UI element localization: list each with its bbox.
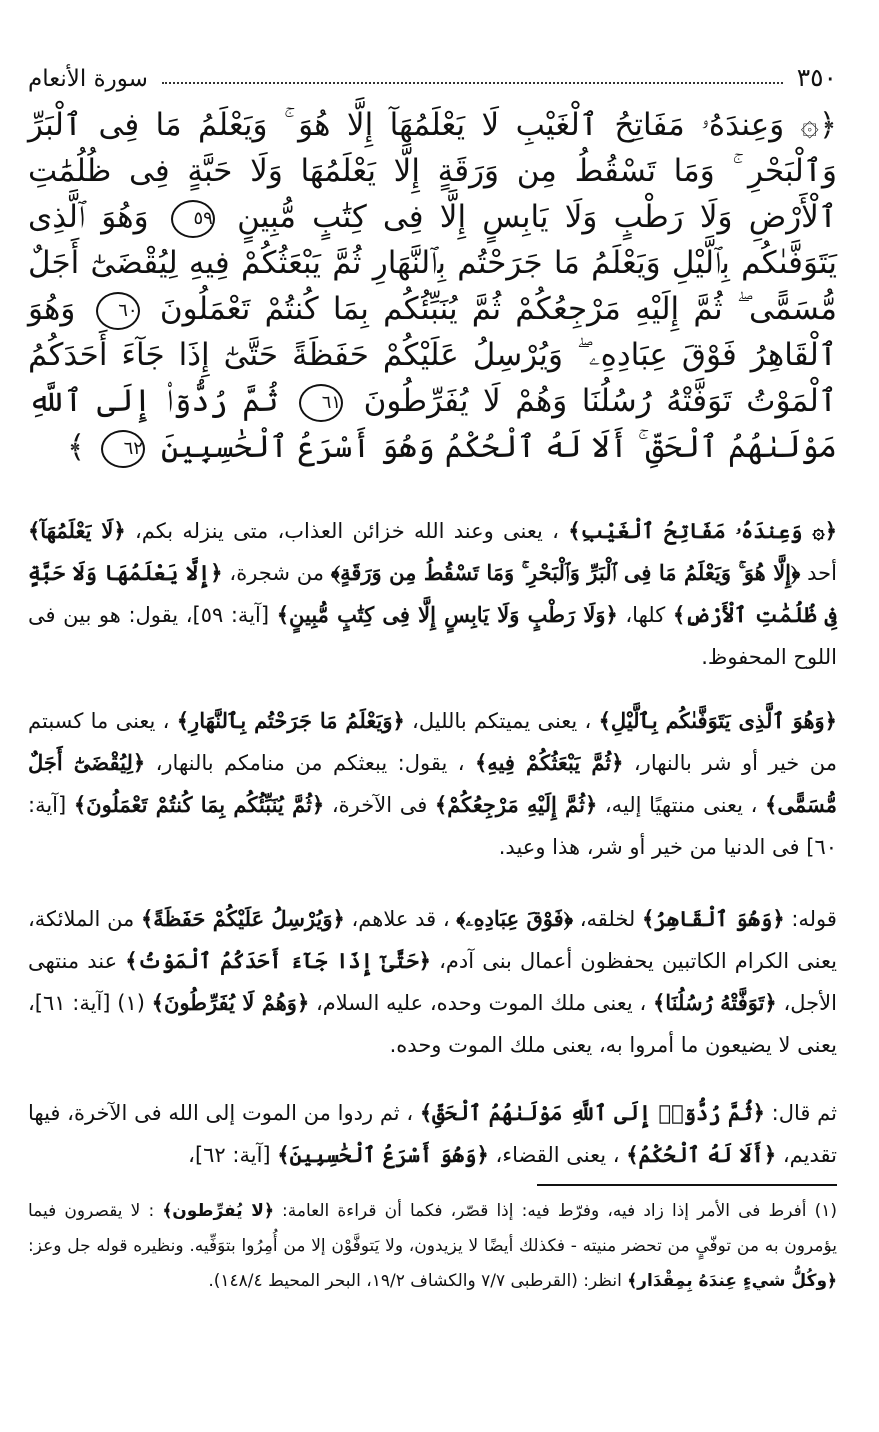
quran-quote: ﴿وَيُرْسِلُ عَلَيْكُمْ حَفَظَةً﴾ bbox=[141, 906, 345, 931]
tafsir-paragraph bbox=[28, 898, 837, 1066]
commentary-text: لخلقه، bbox=[579, 907, 636, 931]
commentary-text: قوله: bbox=[791, 907, 837, 931]
commentary-text: عند منتهى الأجل، bbox=[28, 949, 837, 1015]
quran-segment: ثُمَّ رُدُّوٓا۟ إِلَى ٱللَّهِ مَوْلَىٰهُمُ ٱلْحَقِّ ۚ أَلَا لَهُ ٱلْحُكْمُ وَهُوَ أَسْرَعُ ٱلْحَٰسِبِينَ bbox=[28, 383, 837, 465]
commentary-text: ، قد علاهم، bbox=[351, 907, 450, 931]
commentary-text: ثم قال: bbox=[771, 1101, 837, 1125]
book-page bbox=[0, 46, 879, 1432]
page-header bbox=[28, 46, 837, 92]
ayah-number-59: ٥٩ bbox=[171, 200, 215, 238]
footnote-text: (١) أفرط فى الأمر إذا زاد فيه، وفرّط فيه: إذا قصّر، فكما أن قراءة العامة: bbox=[282, 1201, 838, 1221]
tafsir-paragraph bbox=[28, 1092, 837, 1176]
quran-quote: ﴿ثُمَّ إِلَيْهِ مَرْجِعُكُمْ﴾ bbox=[434, 792, 598, 817]
quran-quote: ﴿تَوَفَّتْهُ رُسُلُنَا﴾ bbox=[652, 990, 777, 1015]
commentary-text: ، يعنى القضاء، bbox=[495, 1143, 620, 1167]
quran-quote: ﴿ثُمَّ رُدُّوٓا۟ إِلَى ٱللَّهِ مَوْلَىٰهُمُ ٱلْحَقِّ﴾ bbox=[419, 1100, 765, 1125]
quran-close-bracket: ﴾ bbox=[66, 429, 86, 465]
quran-quote: ﴿حَتَّىٰٓ إِذَا جَآءَ أَحَدَكُمُ ٱلْمَوْتُ﴾ bbox=[125, 948, 431, 973]
commentary-text: ، يقول: يبعثكم من منامكم بالنهار، bbox=[155, 751, 465, 775]
footnote-text: : لا يقصرون فيما يؤمرون به من توفّيٍ من تحضر منيته - فكذلك أيضًا لا يزيدون، ولا يَتوفَّوْن إلا من أُمِرُوا بتوَفِّيه. ونظيره قوله جل وعز: bbox=[28, 1201, 837, 1256]
quran-verses-block bbox=[28, 102, 837, 470]
quran-quote: ﴿إِلَّا يَعْلَمُهَا وَلَا حَبَّةٍ فِى ظُلُمَٰتِ ٱلْأَرْضِ﴾ bbox=[28, 560, 837, 627]
commentary-text: ، يعنى ما كسبتم من خير أو شر بالنهار، bbox=[28, 709, 837, 775]
quran-quote: ﴿ثُمَّ يُنَبِّئُكُم بِمَا كُنتُمْ تَعْمَلُونَ﴾ bbox=[73, 792, 325, 817]
quran-quote: ﴿وَهُوَ ٱلَّذِى يَتَوَفَّىٰكُم بِٱلَّيْلِ﴾ bbox=[598, 708, 837, 733]
footnote-quote: ﴿لا يُفرِّطون﴾ bbox=[162, 1201, 274, 1221]
commentary-text: ، يعنى وعند الله خزائن العذاب، متى ينزله بكم، bbox=[134, 519, 559, 543]
quran-quote: ﴿وَهُمْ لَا يُفَرِّطُونَ﴾ bbox=[151, 990, 310, 1015]
commentary-text: من شجرة، bbox=[229, 561, 324, 585]
quran-quote: ﴿وَهُوَ أَسْرَعُ ٱلْحَٰسِبِينَ﴾ bbox=[277, 1142, 489, 1167]
footnote-divider bbox=[537, 1184, 837, 1186]
commentary-text: [آية: ٦٢]، bbox=[188, 1143, 271, 1167]
commentary-text: كلها، bbox=[625, 603, 666, 627]
quran-quote: ﴿وَيَعْلَمُ مَا جَرَحْتُم بِٱلنَّهَارِ﴾ bbox=[176, 708, 405, 733]
quran-segment: ﴿۞ وَعِندَهُۥ مَفَاتِحُ ٱلْغَيْبِ لَا يَعْلَمُهَآ إِلَّا هُوَ ۚ وَيَعْلَمُ مَا فِى ٱلْبَرِّ وَٱلْبَحْرِ ۚ وَمَا تَسْقُطُ مِن وَرَقَةٍ إِلَّا يَعْلَمُهَا وَلَا حَبَّةٍ فِى ظُلُمَٰتِ ٱلْأَرْضِ وَلَا رَطْبٍ وَلَا يَابِسٍ إِلَّا فِى كِتَٰبٍ مُّبِينٍ bbox=[28, 107, 838, 235]
quran-quote: ﴿لِيُقْضَىٰٓ أَجَلٌ مُّسَمًّى﴾ bbox=[28, 750, 837, 817]
commentary-text: ، يعنى يميتكم بالليل، bbox=[412, 709, 592, 733]
commentary-text: من الملائكة، يعنى الكرام الكاتبين يحفظون أعمال بنى آدم، bbox=[28, 907, 837, 973]
commentary-text: ، ثم ردوا من الموت إلى الله فى الآخرة، فيها تقديم، bbox=[28, 1101, 837, 1167]
quran-quote: ﴿لَا يَعْلَمُهَآ﴾ bbox=[28, 518, 126, 543]
footnote-text: انظر: (القرطبى ٧/٧ والكشاف ١٩/٢، البحر المحيط ١٤٨/٤). bbox=[208, 1271, 622, 1291]
commentary-text: ، يعنى ملك الموت وحده، عليه السلام، bbox=[316, 991, 647, 1015]
tafsir-paragraph bbox=[28, 700, 837, 868]
quran-segment: وَهُوَ ٱلَّذِى يَتَوَفَّىٰكُم بِٱلَّيْلِ وَيَعْلَمُ مَا جَرَحْتُم بِٱلنَّهَارِ ثُمَّ يَبْعَثُكُمْ فِيهِ لِيُقْضَىٰٓ أَجَلٌ مُّسَمًّى ۖ ثُمَّ إِلَيْهِ مَرْجِعُكُمْ ثُمَّ يُنَبِّئُكُم بِمَا كُنتُمْ تَعْمَلُونَ bbox=[28, 199, 837, 327]
tafsir-paragraph bbox=[28, 510, 837, 678]
commentary-text: ، يعنى منتهيًا إليه، bbox=[604, 793, 758, 817]
quran-quote: ﴿إِلَّا هُوَ ۚ وَيَعْلَمُ مَا فِى ٱلْبَرِّ وَٱلْبَحْرِ ۚ وَمَا تَسْقُطُ مِن وَرَقَةٍ﴾ bbox=[330, 560, 801, 585]
quran-quote: ﴿وَهُوَ ٱلْقَاهِرُ﴾ bbox=[641, 906, 785, 931]
commentary-text: [آية: ٥٩]، يقول: هو بين فى اللوح المحفوظ. bbox=[28, 603, 837, 669]
quran-quote: ﴿وَلَا رَطْبٍ وَلَا يَابِسٍ إِلَّا فِى كِتَٰبٍ مُّبِينٍ﴾ bbox=[276, 602, 618, 627]
surah-title: سورة الأنعام bbox=[28, 66, 148, 92]
commentary-text: أحد bbox=[807, 561, 837, 585]
quran-quote: ﴿فَوْقَ عِبَادِهِۦ﴾ bbox=[456, 906, 574, 931]
commentary-text: (١) [آية: ٦١]، يعنى لا يضيعون ما أمروا به، يعنى ملك الموت وحده. bbox=[28, 991, 837, 1057]
quran-quote: ﴿أَلَا لَهُ ٱلْحُكْمُ﴾ bbox=[626, 1142, 777, 1167]
page-number: ٣٥٠ bbox=[796, 63, 837, 92]
quran-quote: ﴿ثُمَّ يَبْعَثُكُمْ فِيهِ﴾ bbox=[475, 750, 624, 775]
quran-quote: ﴿۞ وَعِندَهُۥ مَفَاتِحُ ٱلْغَيْبِ﴾ bbox=[568, 518, 837, 543]
ayah-number-61: ٦١ bbox=[299, 384, 343, 422]
header-dotted-leader bbox=[162, 82, 783, 84]
ayah-number-60: ٦٠ bbox=[96, 292, 140, 330]
ayah-number-62: ٦٢ bbox=[101, 430, 145, 468]
quran-segment: وَهُوَ ٱلْقَاهِرُ فَوْقَ عِبَادِهِۦ ۖ وَيُرْسِلُ عَلَيْكُمْ حَفَظَةً حَتَّىٰٓ إِذَا جَآءَ أَحَدَكُمُ ٱلْمَوْتُ تَوَفَّتْهُ رُسُلُنَا وَهُمْ لَا يُفَرِّطُونَ bbox=[28, 291, 837, 419]
commentary-text: فى الآخرة، bbox=[331, 793, 428, 817]
commentary-text: [آية: ٦٠] فى الدنيا من خير أو شر، هذا وعيد. bbox=[28, 793, 837, 859]
footnote bbox=[28, 1194, 837, 1299]
footnote-quote: ﴿وكُلُّ شيءٍ عِندَهُ بِمِقْدَار﴾ bbox=[627, 1271, 837, 1291]
